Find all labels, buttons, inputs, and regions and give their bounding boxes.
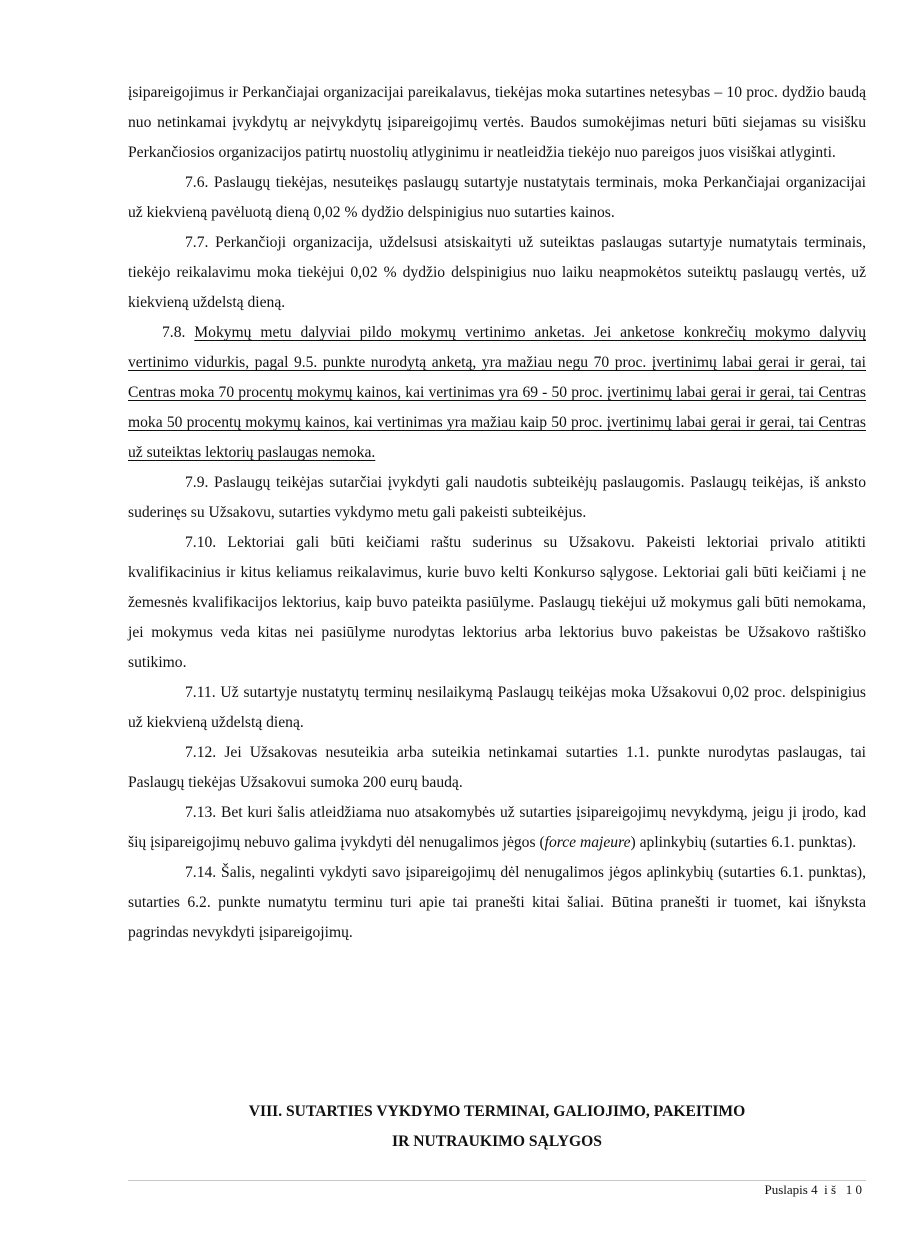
section-heading-viii [128, 1097, 866, 1157]
force-majeure-term: force majeure [544, 834, 631, 851]
paragraph-7-10: 7.10. Lektoriai gali būti keičiami raštu suderinus su Užsakovu. Pakeisti lektoriai privalo atitikti kvalifikacinius ir kitus keliamus reikalavimus, kurie buvo kelti Konkurso sąlygose. Lektoriai gali būti keičiami į ne žemesnės kvalifikacijos lektorius, kaip buvo pateikta pasiūlyme. Paslaugų tiekėjui už mokymus gali būti nemokama, jei mokymus veda kitas nei pasiūlyme nurodytas lektorius arba lektorius buvo pakeistas be Užsakovo raštiško sutikimo. [128, 534, 866, 671]
paragraph-7-13-text-b: ) aplinkybių (sutarties 6.1. punktas). [630, 834, 857, 851]
section-heading-line-1: VIII. SUTARTIES VYKDYMO TERMINAI, GALIOJIMO, PAKEITIMO [248, 1103, 746, 1120]
page-number-footer: Puslapis 4 i š 1 0 [764, 1182, 862, 1197]
paragraph-7-12: 7.12. Jei Užsakovas nesuteikia arba suteikia netinkamai sutarties 1.1. punkte nurodytas paslaugas, tai Paslaugų tiekėjas Užsakovui sumoka 200 eurų baudą. [128, 744, 866, 791]
paragraph-7-8 [128, 318, 866, 468]
section-heading-line-2: IR NUTRAUKIMO SĄLYGOS [392, 1133, 602, 1150]
paragraph-7-13-text-a: 7.13. Bet kuri šalis atleidžiama nuo atsakomybės už sutarties įsipareigojimų nevykdymą, jeigu ji įrodo, kad šių įsipareigojimų nebuvo galima įvykdyti dėl nenugalimos jėgos ( [128, 804, 866, 851]
paragraph-7-8-underlined-text: Mokymų metu dalyviai pildo mokymų vertinimo anketas. Jei anketose konkrečių mokymo dalyvių vertinimo vidurkis, pagal 9.5. punkte nurodytą anketą, yra mažiau negu 70 proc. įvertinimų labai gerai ir gerai, tai Centras moka 70 procentų mokymų kainos, kai vertinimas yra 69 - 50 proc. įvertinimų labai gerai ir gerai, tai Centras moka 50 procentų mokymų kainos, kai vertinimas yra mažiau kaip 50 proc. įvertinimų labai gerai ir gerai, tai Centras už suteiktas lektorių paslaugas nemoka. [128, 324, 866, 461]
paragraph-7-9: 7.9. Paslaugų teikėjas sutarčiai įvykdyti gali naudotis subteikėjų paslaugomis. Paslaugų teikėjas, iš anksto suderinęs su Užsakovu, sutarties vykdymo metu gali pakeisti subteikėjus. [128, 474, 866, 521]
paragraph-7-11: 7.11. Už sutartyje nustatytų terminų nesilaikymą Paslaugų teikėjas moka Užsakovui 0,02 proc. delspinigius už kiekvieną uždelstą dieną. [128, 684, 866, 731]
paragraph-7-14: 7.14. Šalis, negalinti vykdyti savo įsipareigojimų dėl nenugalimos jėgos aplinkybių (sutarties 6.1. punktas), sutarties 6.2. punkte numatytu terminu turi apie tai pranešti kitai šaliai. Būtina pranešti ir tuomet, kai išnyksta pagrindas nevykdyti įsipareigojimų. [128, 864, 866, 941]
paragraph-7-13 [128, 798, 866, 858]
paragraph-7-7: 7.7. Perkančioji organizacija, uždelsusi atsiskaityti už suteiktas paslaugas sutartyje numatytais terminais, tiekėjo reikalavimu moka tiekėjui 0,02 % dydžio delspinigius nuo laiku neapmokėtos suteiktų paslaugų vertės, už kiekvieną uždelstą dieną. [128, 234, 866, 311]
paragraph-7-8-number: 7.8. [162, 324, 195, 341]
paragraph-7-6: 7.6. Paslaugų tiekėjas, nesuteikęs paslaugų sutartyje nustatytais terminais, moka Perkančiajai organizacijai už kiekvieną pavėluotą dieną 0,02 % dydžio delspinigius nuo sutarties kainos. [128, 174, 866, 221]
document-body [128, 78, 866, 948]
footer-divider [128, 1180, 866, 1181]
paragraph-7-5-continued: įsipareigojimus ir Perkančiajai organizacijai pareikalavus, tiekėjas moka sutartines netesybas – 10 proc. dydžio baudą nuo netinkamai įvykdytų ar neįvykdytų įsipareigojimų vertės. Baudos sumokėjimas neturi būti siejamas su visišku Perkančiosios organizacijos patirtų nuostolių atlyginimu ir neatleidžia tiekėjo nuo pareigos juos visiškai atlyginti. [128, 84, 866, 161]
